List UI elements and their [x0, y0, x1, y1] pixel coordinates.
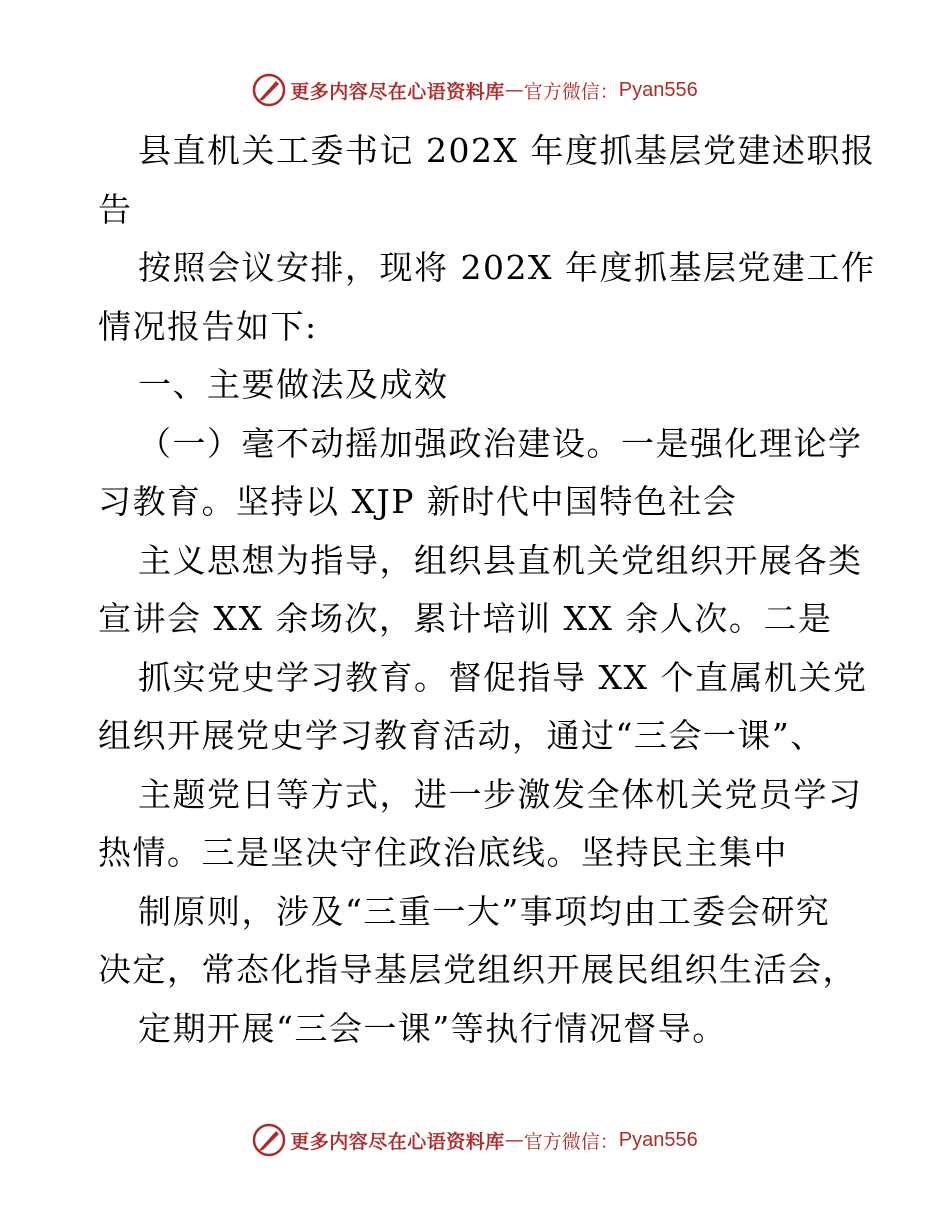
footer-brand-text: 更多内容尽在心语资料库 [290, 1130, 505, 1153]
header-wechat-label: 官方微信： [523, 80, 619, 103]
header-watermark [0, 70, 950, 110]
paragraph-line: 定期开展“三会一课”等执行情况督导。 [138, 1008, 727, 1048]
footer-wechat-id: Pyan556 [618, 1128, 698, 1151]
paragraph-line: 组织开展党史学习教育活动，通过“三会一课”、 [98, 716, 825, 755]
header-brand-text: 更多内容尽在心语资料库 [290, 80, 505, 103]
header-wechat-id: Pyan556 [618, 78, 698, 101]
footer-separator: — [504, 1129, 524, 1151]
document-body [98, 122, 876, 1058]
quill-logo-icon [252, 73, 286, 107]
paragraph-line: （一）毫不动摇加强政治建设。一是强化理论学 [138, 423, 863, 463]
footer-wechat-label: 官方微信： [523, 1130, 619, 1153]
document-title-line-2: 告 [98, 189, 133, 229]
document-title-line-1: 县直机关工委书记 202X 年度抓基层党建述职报 [138, 131, 876, 170]
paragraph-line: 抓实党史学习教育。督促指导 XX 个直属机关党 [138, 657, 868, 697]
quill-logo-icon [252, 1123, 286, 1157]
paragraph-line: 习教育。坚持以 XJP 新时代中国特色社会 [98, 482, 738, 521]
paragraph-line: 主义思想为指导，组织县直机关党组织开展各类 [138, 540, 863, 580]
paragraph-line: 决定，常态化指导基层党组织开展民组织生活会， [98, 950, 857, 989]
paragraph-line: 按照会议安排，现将 202X 年度抓基层党建工作 [138, 248, 876, 287]
footer-watermark [0, 1120, 950, 1160]
paragraph-line: 热情。三是坚决守住政治底线。坚持民主集中 [98, 833, 788, 872]
section-heading: 一、主要做法及成效 [138, 365, 449, 404]
paragraph-line: 主题党日等方式，进一步激发全体机关党员学习 [138, 774, 863, 814]
paragraph-line: 情况报告如下: [98, 306, 318, 346]
paragraph-line: 制原则，涉及“三重一大”事项均由工委会研究 [138, 891, 831, 931]
paragraph-line: 宣讲会 XX 余场次，累计培训 XX 余人次。二是 [98, 599, 833, 638]
header-separator: — [504, 79, 524, 101]
